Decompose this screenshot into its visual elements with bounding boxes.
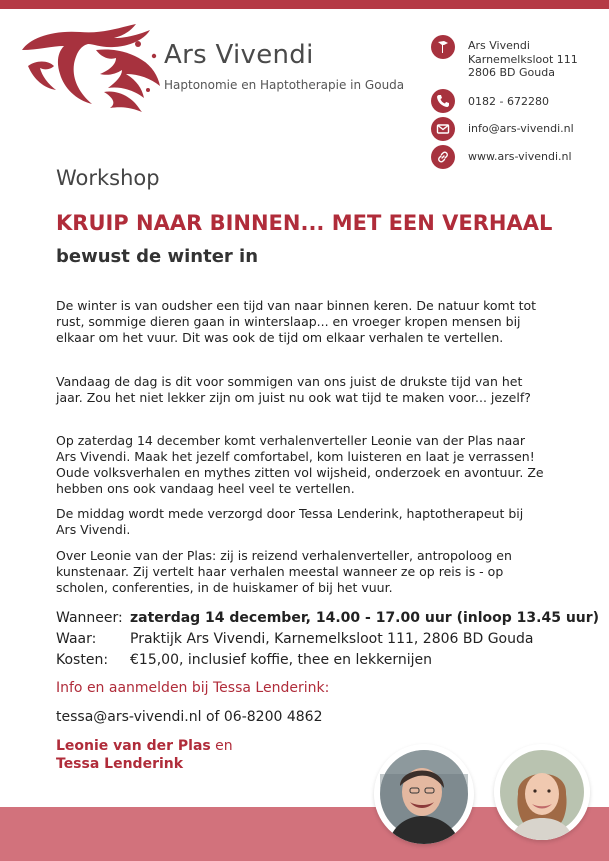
signature-conjunction: en <box>210 738 233 754</box>
map-pin-icon <box>431 35 455 59</box>
contact-address <box>468 39 578 80</box>
detail-label-where: Waar: <box>56 631 97 647</box>
registration-contact[interactable]: tessa@ars-vivendi.nl of 06-8200 4862 <box>56 709 323 725</box>
section-label: Workshop <box>56 166 160 190</box>
brand-name: Ars Vivendi <box>164 40 314 70</box>
address-line-1: Ars Vivendi <box>468 39 530 52</box>
portrait-leonie <box>374 744 474 844</box>
address-line-3: 2806 BD Gouda <box>468 66 555 79</box>
info-heading: Info en aanmelden bij Tessa Lenderink: <box>56 680 330 696</box>
paragraph-cohost: De middag wordt mede verzorgd door Tessa Lenderink, haptotherapeut bij Ars Vivendi. <box>56 506 524 537</box>
paragraph-intro: De winter is van oudsher een tijd van naar binnen keren. De natuur komt tot rust, sommige dieren gaan in winterslaap... en vroeger kropen mensen bij elkaar om het vuur. Dit was ook de tijd om elkaar verhalen te vertellen. <box>56 298 537 345</box>
ars-vivendi-logo <box>18 20 164 112</box>
signature-name-1: Leonie van der Plas <box>56 738 211 754</box>
detail-value-when: zaterdag 14 december, 14.00 - 17.00 uur (inloop 13.45 uur) <box>130 610 600 626</box>
subheadline: bewust de winter in <box>56 246 259 267</box>
phone-icon <box>431 89 455 113</box>
signature <box>56 737 233 773</box>
brand-subtitle: Haptonomie en Haptotherapie in Gouda <box>164 78 405 92</box>
contact-website[interactable]: www.ars-vivendi.nl <box>468 150 572 163</box>
contact-phone[interactable]: 0182 - 672280 <box>468 95 549 108</box>
contact-email[interactable]: info@ars-vivendi.nl <box>468 122 574 135</box>
paragraph-today: Vandaag de dag is dit voor sommigen van ons juist de drukste tijd van het jaar. Zou het niet lekker zijn om juist nu ook wat tijd te maken voor... jezelf? <box>56 374 531 405</box>
paragraph-event: Op zaterdag 14 december komt verhalenverteller Leonie van der Plas naar Ars Vivendi. Maak het jezelf comfortabel, kom luisteren en laat je verrassen! Oude volksverhalen en mythes zitten vol wijsheid, onderzoek en avontuur. Ze hebben ons ook vandaag heel veel te vertellen. <box>56 433 544 496</box>
portrait-tessa <box>494 744 590 840</box>
link-icon <box>431 145 455 169</box>
top-accent-bar <box>0 0 609 9</box>
detail-label-when: Wanneer: <box>56 610 123 626</box>
detail-value-where: Praktijk Ars Vivendi, Karnemelksloot 111, 2806 BD Gouda <box>130 631 534 647</box>
paragraph-about-leonie: Over Leonie van der Plas: zij is reizend verhalenverteller, antropoloog en kunstenaar. Zij vertelt haar verhalen meestal wanneer ze op reis is - op scholen, conferenties, in de huiskamer of bij het vuur. <box>56 548 512 595</box>
headline: KRUIP NAAR BINNEN... MET EEN VERHAAL <box>56 211 553 235</box>
signature-name-2: Tessa Lenderink <box>56 756 184 772</box>
detail-value-cost: €15,00, inclusief koffie, thee en lekkernijen <box>130 652 432 668</box>
address-line-2: Karnemelksloot 111 <box>468 52 578 66</box>
mail-icon <box>431 117 455 141</box>
detail-label-cost: Kosten: <box>56 652 109 668</box>
